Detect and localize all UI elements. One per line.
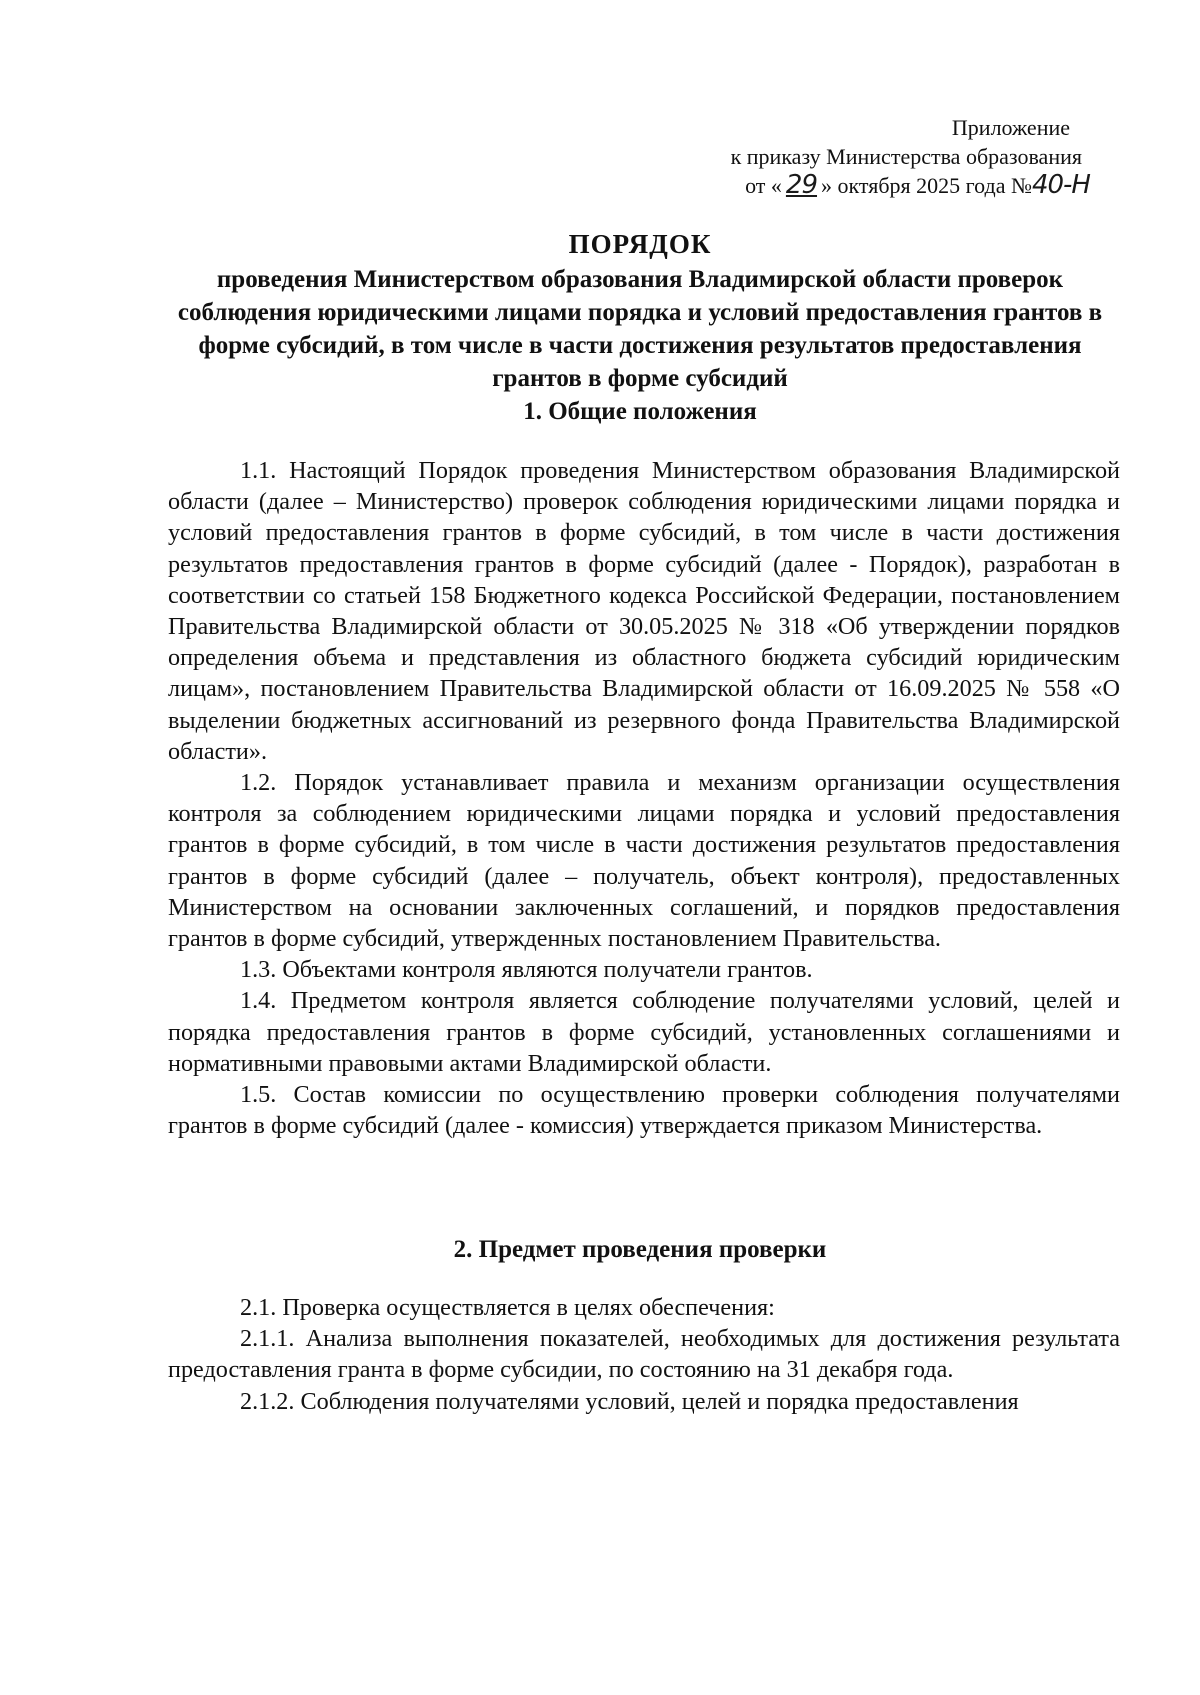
document-title <box>170 228 1110 395</box>
paragraph-2-1-1: 2.1.1. Анализа выполнения показателей, необходимых для достижения результата предоставления гранта в форме субсидии, по состоянию на 31 декабря года. <box>168 1325 1120 1384</box>
paragraph-1-5: 1.5. Состав комиссии по осуществлению проверки соблюдения получателями грантов в форме субсидий (далее - комиссия) утверждается приказом Министерства. <box>168 1081 1120 1140</box>
paragraph-1-1: 1.1. Настоящий Порядок проведения Министерством образования Владимирской области (далее – Министерство) проверок соблюдения юридическими лицами порядка и условий предоставления грантов в форме субсидий, в том числе в части достижения результатов предоставления грантов в форме субсидий (далее - Порядок), разработан в соответствии со статьей 158 Бюджетного кодекса Российской Федерации, постановлением Правительства Владимирской области от 30.05.2025 № 318 «Об утверждении порядков определения объема и представления из областного бюджета субсидий юридическим лицам», постановлением Правительства Владимирской области от 16.09.2025 № 558 «О выделении бюджетных ассигнований из резервного фонда Правительства Владимирской области». <box>168 457 1120 765</box>
title-subtitle: проведения Министерством образования Владимирской области проверок соблюдения юридическими лицами порядка и условий предоставления грантов в форме субсидий, в том числе в части достижения результатов предоставления грантов в форме субсидий <box>177 266 1103 392</box>
date-middle: » октября 2025 года № <box>821 173 1032 198</box>
date-prefix: от « <box>745 173 782 198</box>
paragraph-1-3: 1.3. Объектами контроля являются получатели грантов. <box>240 956 813 984</box>
appendix-label: Приложение <box>951 115 1070 140</box>
section-1-heading: 1. Общие положения <box>523 398 757 425</box>
appendix-order-ref: к приказу Министерства образования <box>730 144 1082 169</box>
appendix-header <box>730 113 1090 200</box>
handwritten-day: 29 <box>785 170 818 200</box>
section-1-body <box>168 455 1120 1141</box>
paragraph-1-2: 1.2. Порядок устанавливает правила и механизм организации осуществления контроля за соблюдением юридическими лицами порядка и условий предоставления грантов в форме субсидий, в том числе в части достижения результатов предоставления грантов в форме субсидий (далее – получатель, объект контроля), предоставленных Министерством на основании заключенных соглашений, и порядков предоставления грантов в форме субсидий, утвержденных постановлением Правительства. <box>168 769 1120 953</box>
appendix-date-line <box>731 171 1090 200</box>
paragraph-2-1-2: 2.1.2. Соблюдения получателями условий, целей и порядка предоставления <box>240 1387 1019 1415</box>
paragraph-1-4: 1.4. Предметом контроля является соблюдение получателями условий, целей и порядка предоставления грантов в форме субсидий, установленных соглашениями и нормативными правовыми актами Владимирской области. <box>168 987 1120 1077</box>
section-2-body <box>168 1292 1120 1417</box>
paragraph-2-1: 2.1. Проверка осуществляется в целях обеспечения: <box>240 1294 775 1321</box>
section-2-heading: 2. Предмет проведения проверки <box>453 1236 827 1263</box>
title-main: ПОРЯДОК <box>568 229 712 259</box>
handwritten-order-number: 40-Н <box>1031 170 1090 200</box>
